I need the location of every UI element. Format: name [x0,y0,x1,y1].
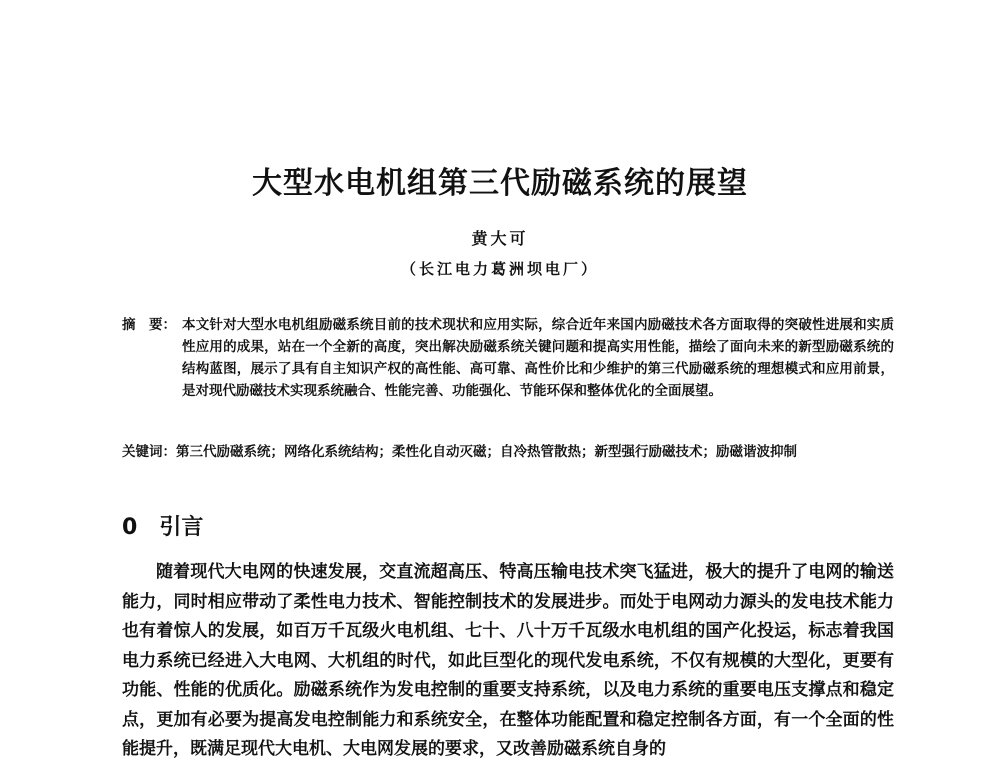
keywords-text: 第三代励磁系统；网络化系统结构；柔性化自动灭磁；自冷热管散热；新型强行励磁技术；励磁谐波抑制 [176,444,797,460]
section-title: 引言 [159,515,204,540]
paper-title: 大型水电机组第三代励磁系统的展望 [252,166,748,201]
author-name: 黄大可 [471,229,529,248]
abstract [122,314,894,402]
section-heading [122,510,203,541]
abstract-text: 本文针对大型水电机组励磁系统目前的技术现状和应用实际，综合近年来国内励磁技术各方面取得的突破性进展和实质性应用的成果，站在一个全新的高度，突出解决励磁系统关键问题和提高实用性能，描绘了面向未来的新型励磁系统的结构蓝图，展示了具有自主知识产权的高性能、高可靠、高性价比和少维护的第三代励磁系统的理想模式和应用前景，是对现代励磁技术实现系统融合、性能完善、功能强化、节能环保和整体优化的全面展望。 [182,317,894,399]
abstract-label: 摘 要： [122,317,176,333]
keywords [122,441,894,463]
section-number: 0 [122,515,138,540]
keywords-label: 关键词： [122,444,176,460]
author-affiliation: （长江电力葛洲坝电厂） [400,260,599,278]
body-paragraph: 随着现代大电网的快速发展，交直流超高压、特高压输电技术突飞猛进，极大的提升了电网的输送能力，同时相应带动了柔性电力技术、智能控制技术的发展进步。而处于电网动力源头的发电技术能力也有着惊人的发展，如百万千瓦级火电机组、七十、八十万千瓦级水电机组的国产化投运，标志着我国电力系统已经进入大电网、大机组的时代，如此巨型化的现代发电系统，不仅有规模的大型化，更要有功能、性能的优质化。励磁系统作为发电控制的重要支持系统，以及电力系统的重要电压支撑点和稳定点，更加有必要为提高发电控制能力和系统安全，在整体功能配置和稳定控制各方面，有一个全面的性能提升，既满足现代大电机、大电网发展的要求，又改善励磁系统自身的 [122,562,894,759]
